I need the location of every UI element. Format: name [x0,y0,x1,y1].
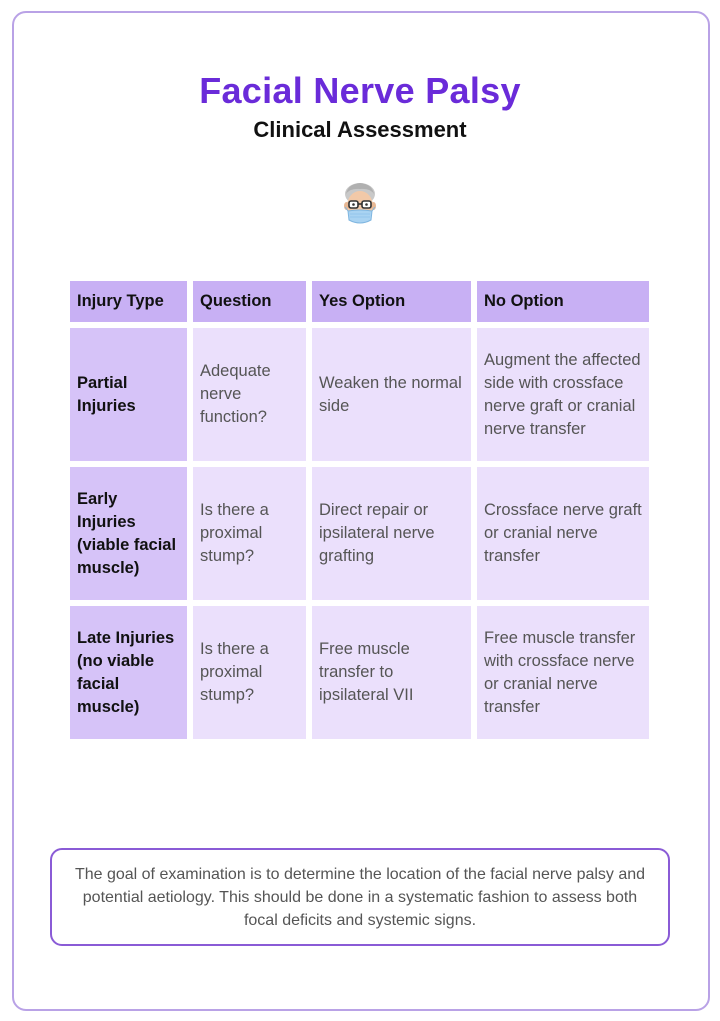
row-late-question: Is there a proximal stump? [193,606,306,739]
row-early-no-option: Crossface nerve graft or cranial nerve transfer [477,467,649,600]
row-early-question: Is there a proximal stump? [193,467,306,600]
doctor-avatar-icon [336,180,384,232]
row-partial-injury-type: Partial Injuries [70,328,187,461]
examination-goal-note [50,848,670,946]
row-late-no-option: Free muscle transfer with crossface nerve or cranial nerve transfer [477,606,649,739]
table-header-question: Question [193,281,306,322]
table-header-injury-type: Injury Type [70,281,187,322]
row-early-yes-option: Direct repair or ipsilateral nerve grafting [312,467,471,600]
row-partial-question: Adequate nerve function? [193,328,306,461]
row-partial-no-option: Augment the affected side with crossface nerve graft or cranial nerve transfer [477,328,649,461]
row-early-injury-type: Early Injuries (viable facial muscle) [70,467,187,600]
table-header-yes-option: Yes Option [312,281,471,322]
examination-goal-text: The goal of examination is to determine the location of the facial nerve palsy and potential aetiology. This should be done in a systematic fashion to assess both focal deficits and systemic signs. [74,865,646,929]
row-late-injury-type: Late Injuries (no viable facial muscle) [70,606,187,739]
page-subtitle: Clinical Assessment [253,117,467,142]
row-partial-yes-option: Weaken the normal side [312,328,471,461]
row-late-yes-option: Free muscle transfer to ipsilateral VII [312,606,471,739]
table-header-no-option: No Option [477,281,649,322]
page-title: Facial Nerve Palsy [199,70,521,111]
